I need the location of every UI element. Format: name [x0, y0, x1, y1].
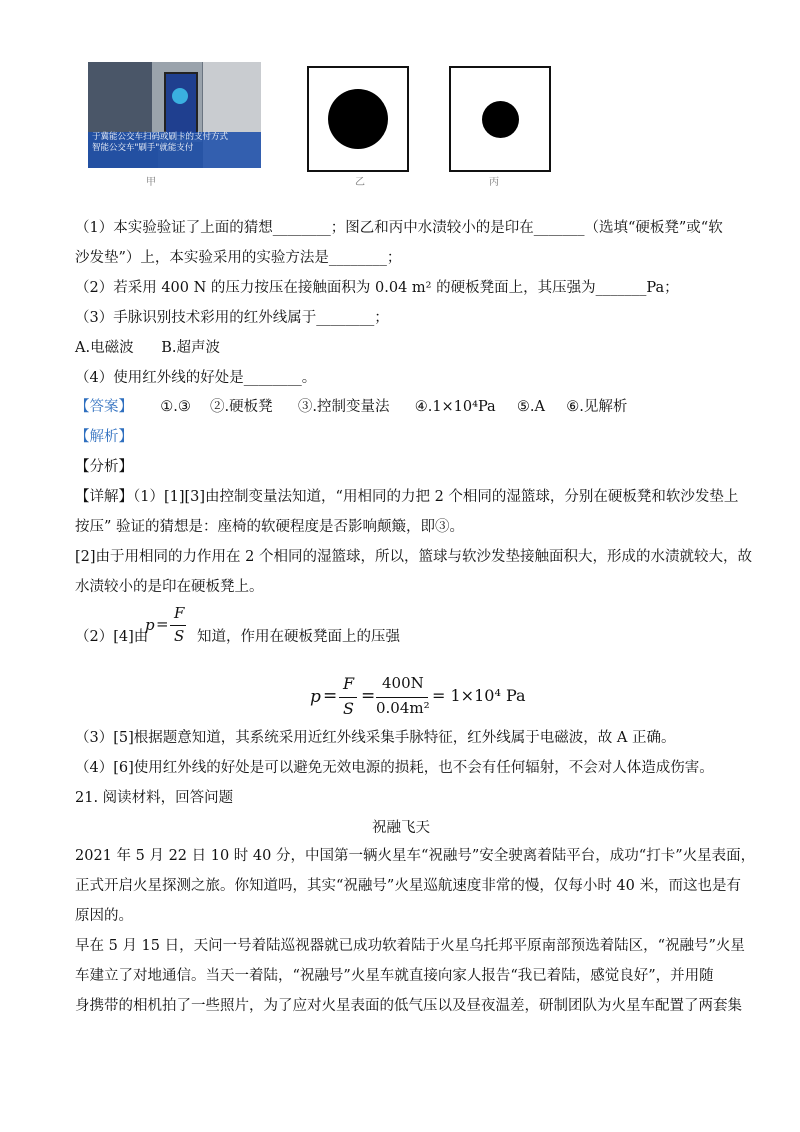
eq-bar-1	[339, 697, 357, 698]
formula-prefix: （2）[4]由	[75, 629, 149, 645]
answer-4: 1×10⁴Pa	[432, 399, 496, 415]
inline-formula	[145, 604, 195, 648]
formula-F: F	[174, 604, 185, 622]
question-3: （3）手脉识别技术彩用的红外线属于________；	[75, 310, 389, 326]
palm-reader-device	[164, 72, 198, 138]
answer-3: 控制变量法	[316, 399, 390, 415]
answer-2-number: ②	[210, 399, 225, 415]
detail-line-5: （3）[5]根据题意知道，其系统采用近红外线采集手脉特征，红外线属于电磁波，故 A 正确。	[75, 730, 676, 746]
article-p2-line-2: 车建立了对地通信。当天一着陆，“祝融号”火星车就直接向家人报告“我已着陆，感觉良好”，并用随	[75, 968, 714, 984]
eq-S: S	[343, 699, 354, 718]
figure-label-b: 乙	[355, 177, 365, 188]
formula-fraction-bar	[170, 625, 186, 626]
jiexi-tag: 【解析】	[75, 429, 133, 445]
detail-line-1: 【详解】（1）[1][3]由控制变量法知道，“用相同的力把 2 个相同的湿篮球，分别在硬板凳和软沙发垫上	[75, 489, 739, 505]
question-4: （4）使用红外线的好处是________。	[75, 370, 317, 386]
answer-line	[75, 397, 627, 417]
article-p2-line-3: 身携带的相机拍了一些照片，为了应对火星表面的低气压以及昼夜温差，研制团队为火星车配置了两套集	[75, 998, 742, 1014]
large-water-stain	[328, 89, 388, 149]
eq-equals-1: =	[323, 686, 338, 706]
eq-bar-2	[376, 697, 428, 698]
answer-2: .硬板凳	[224, 399, 273, 415]
reader-screen-icon	[172, 88, 188, 104]
question-1-line-1: （1）本实验验证了上面的猜想________；图乙和丙中水渍较小的是印在_______（选填“硬板凳”或“软	[75, 220, 723, 236]
answer-6: .见解析	[579, 399, 628, 415]
detail-line-3: [2]由于用相同的力作用在 2 个相同的湿篮球，所以，篮球与软沙发垫接触面积大，形成的水渍就较大，故	[75, 549, 752, 565]
formula-suffix: 知道，作用在硬板凳面上的压强	[197, 629, 400, 645]
figure-box-c	[449, 66, 551, 172]
question-2: （2）若采用 400 N 的压力按压在接触面积为 0.04 m² 的硬板凳面上，其压强为_______Pa；	[75, 280, 679, 296]
display-equation	[310, 674, 530, 722]
question-1-line-2: 沙发垫”）上，本实验采用的实验方法是________；	[75, 250, 402, 266]
answer-5: .A	[529, 399, 546, 415]
bus-payment-photo	[88, 62, 261, 168]
figure-box-b	[307, 66, 409, 172]
article-title: 祝融飞天	[372, 820, 430, 836]
answer-1-number: ①.	[160, 399, 178, 415]
figure-label-c: 丙	[489, 177, 499, 188]
photo-caption	[88, 132, 261, 168]
eq-p: p	[310, 687, 321, 707]
article-p1-line-1: 2021 年 5 月 22 日 10 时 40 分，中国第一辆火星车“祝融号”安全驶离着陆平台，成功“打卡”火星表面，	[75, 848, 756, 864]
fenxi-tag: 【分析】	[75, 459, 133, 475]
article-p1-line-2: 正式开启火星探测之旅。你知道吗，其实“祝融号”火星巡航速度非常的慢，仅每小时 40 米，而这也是有	[75, 878, 741, 894]
answer-6-number: ⑥	[566, 399, 580, 415]
eq-denominator: 0.04m²	[376, 699, 430, 717]
article-p1-line-3: 原因的。	[75, 908, 133, 924]
answer-3-number: ③.	[297, 399, 317, 415]
figure-label-a: 甲	[146, 177, 156, 188]
eq-result: = 1×10⁴ Pa	[432, 686, 526, 705]
answer-1: ③	[177, 399, 191, 415]
detail-line-6: （4）[6]使用红外线的好处是可以避免无效电源的损耗，也不会有任何辐射，不会对人体造成伤害。	[75, 760, 714, 776]
question-21-heading: 21. 阅读材料，回答问题	[75, 790, 234, 806]
detail-line-4: 水渍较小的是印在硬板凳上。	[75, 579, 264, 595]
answer-tag: 【答案】	[75, 399, 133, 415]
question-3-options: A.电磁波 B.超声波	[75, 340, 220, 356]
formula-p: p	[145, 616, 155, 634]
eq-F: F	[343, 674, 355, 693]
article-p2-line-1: 早在 5 月 15 日，天问一号着陆巡视器就已成功软着陆于火星乌托邦平原南部预选着陆区，“祝融号”火星	[75, 938, 745, 954]
detail-line-2: 按压” 验证的猜想是：座椅的软硬程度是否影响颠簸，即③。	[75, 519, 465, 535]
answer-4-number: ④.	[414, 399, 433, 415]
formula-S: S	[174, 627, 185, 645]
formula-equals: =	[156, 615, 169, 633]
photo-caption-line-1: 于冀能公交车扫码或刷卡的支付方式	[92, 132, 229, 142]
photo-caption-line-2: 智能公交车"刷手"就能支付	[92, 143, 194, 153]
small-water-stain	[482, 101, 519, 138]
eq-numerator: 400N	[382, 674, 424, 692]
eq-equals-2: =	[361, 686, 376, 706]
answer-5-number: ⑤	[516, 399, 530, 415]
